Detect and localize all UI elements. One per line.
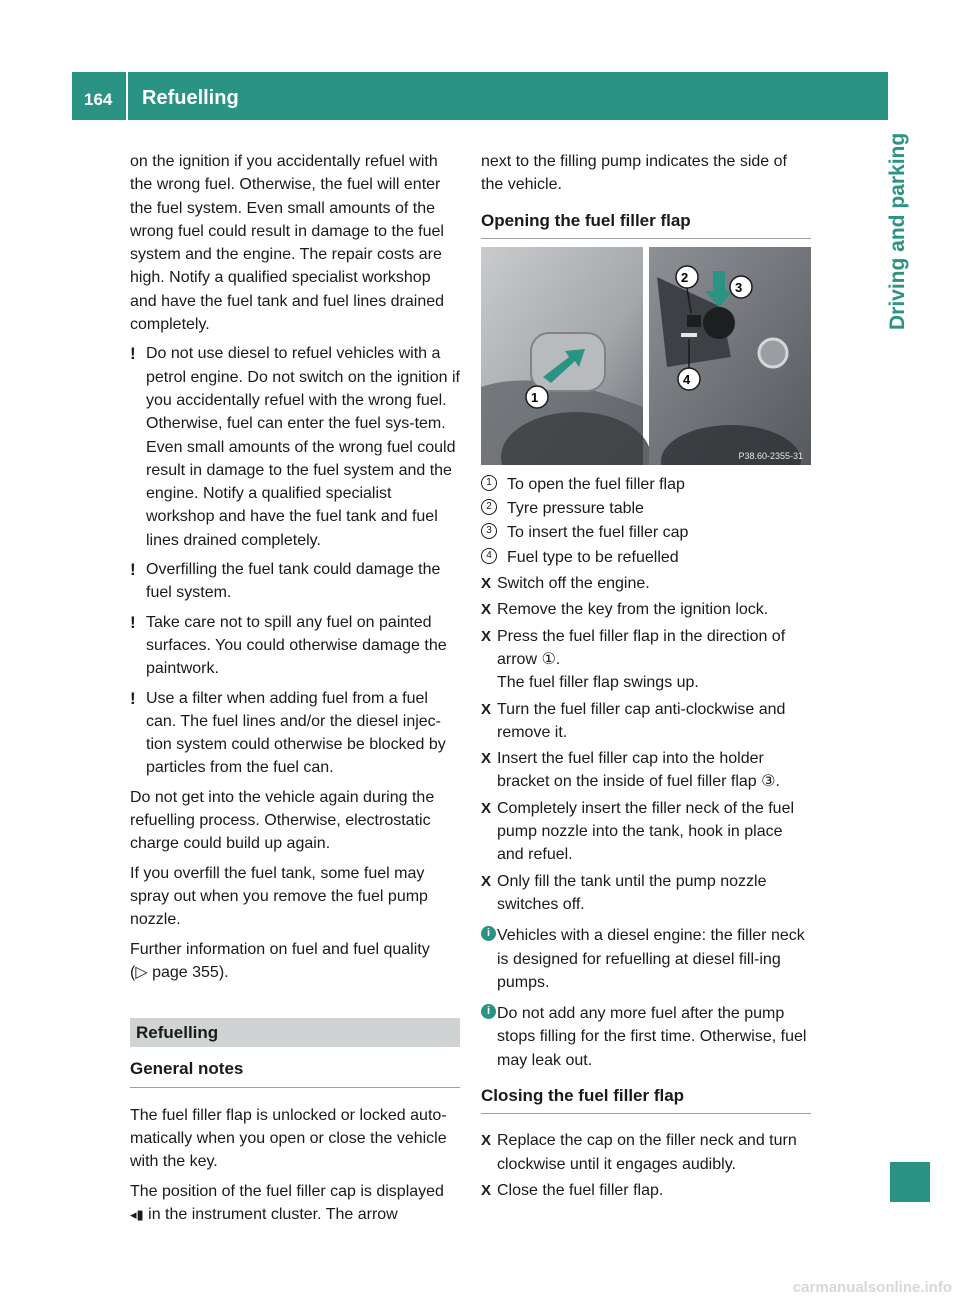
side-chapter-text: Driving and parking [886,132,909,330]
right-column [481,150,811,1202]
info-text: Vehicles with a diesel engine: the filler neck is designed for refuelling at diesel fill-ing pumps. [497,927,805,991]
legend-text: Fuel type to be refuelled [507,548,679,566]
instruction-step [481,797,811,867]
callout-2-label: 2 [681,269,689,285]
info-text: Do not add any more fuel after the pump stops filling for the first time. Otherwise, fuel may leak out. [497,1005,807,1069]
legend-number: 1 [481,475,497,491]
figure-code: P38.60-2355-31 [738,450,803,461]
step-result-note: The fuel filler flap swings up. [497,674,699,692]
instruction-step [481,572,811,595]
paragraph-overfill: If you overfill the fuel tank, some fuel may spray out when you remove the fuel pump nozzle. [130,864,428,929]
legend-text: To insert the fuel filler cap [507,524,689,542]
filler-neck [759,339,787,367]
step-arrow-icon: X [481,575,492,593]
step-arrow-icon: X [481,750,492,768]
legend-number: 3 [481,523,497,539]
step-arrow-icon: X [481,700,492,718]
warning-text: Overfilling the fuel tank could damage the fuel system. [146,561,441,602]
legend-number: 4 [481,548,497,564]
step-arrow-icon: X [481,1181,492,1199]
instruction-step [481,598,811,621]
continuation-text: next to the filling pump indicates the side of the vehicle. [481,153,787,194]
warning-text: Take care not to spill any fuel on painted surfaces. You could otherwise damage the paintwork. [146,613,447,678]
closing-heading: Closing the fuel filler flap [481,1084,811,1114]
paragraph-static-charge: Do not get into the vehicle again during the refuelling process. Otherwise, electrostatic charge could build up again. [130,788,435,853]
step-text: Remove the key from the ignition lock. [497,601,769,619]
instruction-step [481,625,811,695]
instruction-step [481,698,811,745]
fuel-cap [703,307,735,339]
callout-3-label: 3 [735,279,743,295]
step-text: Press the fuel filler flap in the direction of arrow ①. [497,627,786,668]
page-reference-link[interactable]: (▷ page 355). [130,963,229,981]
instruction-step [481,870,811,917]
step-arrow-icon: X [481,601,492,619]
fuel-filler-figure [481,247,811,465]
legend-item [481,521,811,544]
opening-heading: Opening the fuel filler flap [481,209,811,239]
general-notes-paragraph-2 [130,1180,460,1227]
page-title: Refuelling [142,87,239,109]
info-icon: i [481,926,496,941]
header-divider [126,72,128,120]
general-notes-text-b: in the instrument cluster. The arrow [148,1205,398,1223]
callout-1-label: 1 [531,389,539,405]
callout-4-label: 4 [683,371,691,387]
step-text: Only fill the tank until the pump nozzle switches off. [497,872,767,913]
legend-text: To open the fuel filler flap [507,475,685,493]
side-chapter-label [880,120,930,340]
intro-continuation: on the ignition if you accidentally refuel with the wrong fuel. Otherwise, the fuel will enter the fuel system. Even small amounts of the wrong fuel could result in damage to the fuel system and the engine. The repair costs are high. Notify a qualified specialist workshop and have the fuel tank and fuel lines drained completely. [130,153,445,334]
legend-item [481,497,811,520]
step-text: Close the fuel filler flap. [497,1181,664,1199]
general-notes-heading: General notes [130,1057,460,1087]
info-note [481,1002,811,1072]
step-text: Completely insert the filler neck of the fuel pump nozzle into the tank, hook in place and refuel. [497,799,795,864]
step-text: Switch off the engine. [497,575,650,593]
step-text: Replace the cap on the filler neck and turn clockwise until it engages audibly. [497,1132,797,1173]
warning-item [130,687,460,780]
legend-item [481,473,811,496]
further-info-text: Further information on fuel and fuel quality [130,940,430,958]
instruction-step [481,1129,811,1176]
warning-text: Use a filter when adding fuel from a fuel can. The fuel lines and/or the diesel injec-tion system could otherwise be blocked by particles from the fuel can. [146,689,446,777]
step-text: Turn the fuel filler cap anti-clockwise and remove it. [497,700,786,741]
step-arrow-icon: X [481,627,492,645]
legend-text: Tyre pressure table [507,500,644,518]
step-arrow-icon: X [481,799,492,817]
instruction-step [481,747,811,794]
info-icon: i [481,1004,496,1019]
warning-icon: ! [130,344,136,364]
page-number: 164 [84,90,113,109]
info-note [481,924,811,994]
step-arrow-icon: X [481,1132,492,1150]
warning-item [130,558,460,605]
left-column [130,150,460,1228]
side-tab-marker [890,1162,930,1202]
general-notes-text-a: The position of the fuel filler cap is displayed [130,1182,444,1200]
warning-icon: ! [130,560,136,580]
general-notes-paragraph-1: The fuel filler flap is unlocked or locked auto-matically when you open or close the vehicle with the key. [130,1106,447,1171]
legend-item [481,546,811,569]
warning-item [130,342,460,552]
step-arrow-icon: X [481,872,492,890]
instruction-step [481,1179,811,1202]
warning-icon: ! [130,688,136,708]
warning-text: Do not use diesel to refuel vehicles with a petrol engine. Do not switch on the ignition if you accidentally refuel with the wrong fuel. Otherwise, fuel can enter the fuel sys-tem. Even small amounts of the wrong fuel could result in damage to the fuel system and the engine. Notify a qualified specialist workshop and have the fuel tank and fuel lines drained completely. [146,345,460,549]
legend-number: 2 [481,499,497,515]
site-watermark: carmanualsonline.info [792,1279,952,1296]
page-header [72,72,888,120]
fuel-filler-illustration [481,247,811,465]
step-text: Insert the fuel filler cap into the holder bracket on the inside of fuel filler flap ③. [497,750,780,791]
section-title: Refuelling [130,1018,460,1047]
warning-icon: ! [130,612,136,632]
fuel-pump-icon: ◂▮ [130,1206,144,1222]
paragraph-further-info [130,938,460,985]
warning-item [130,611,460,681]
